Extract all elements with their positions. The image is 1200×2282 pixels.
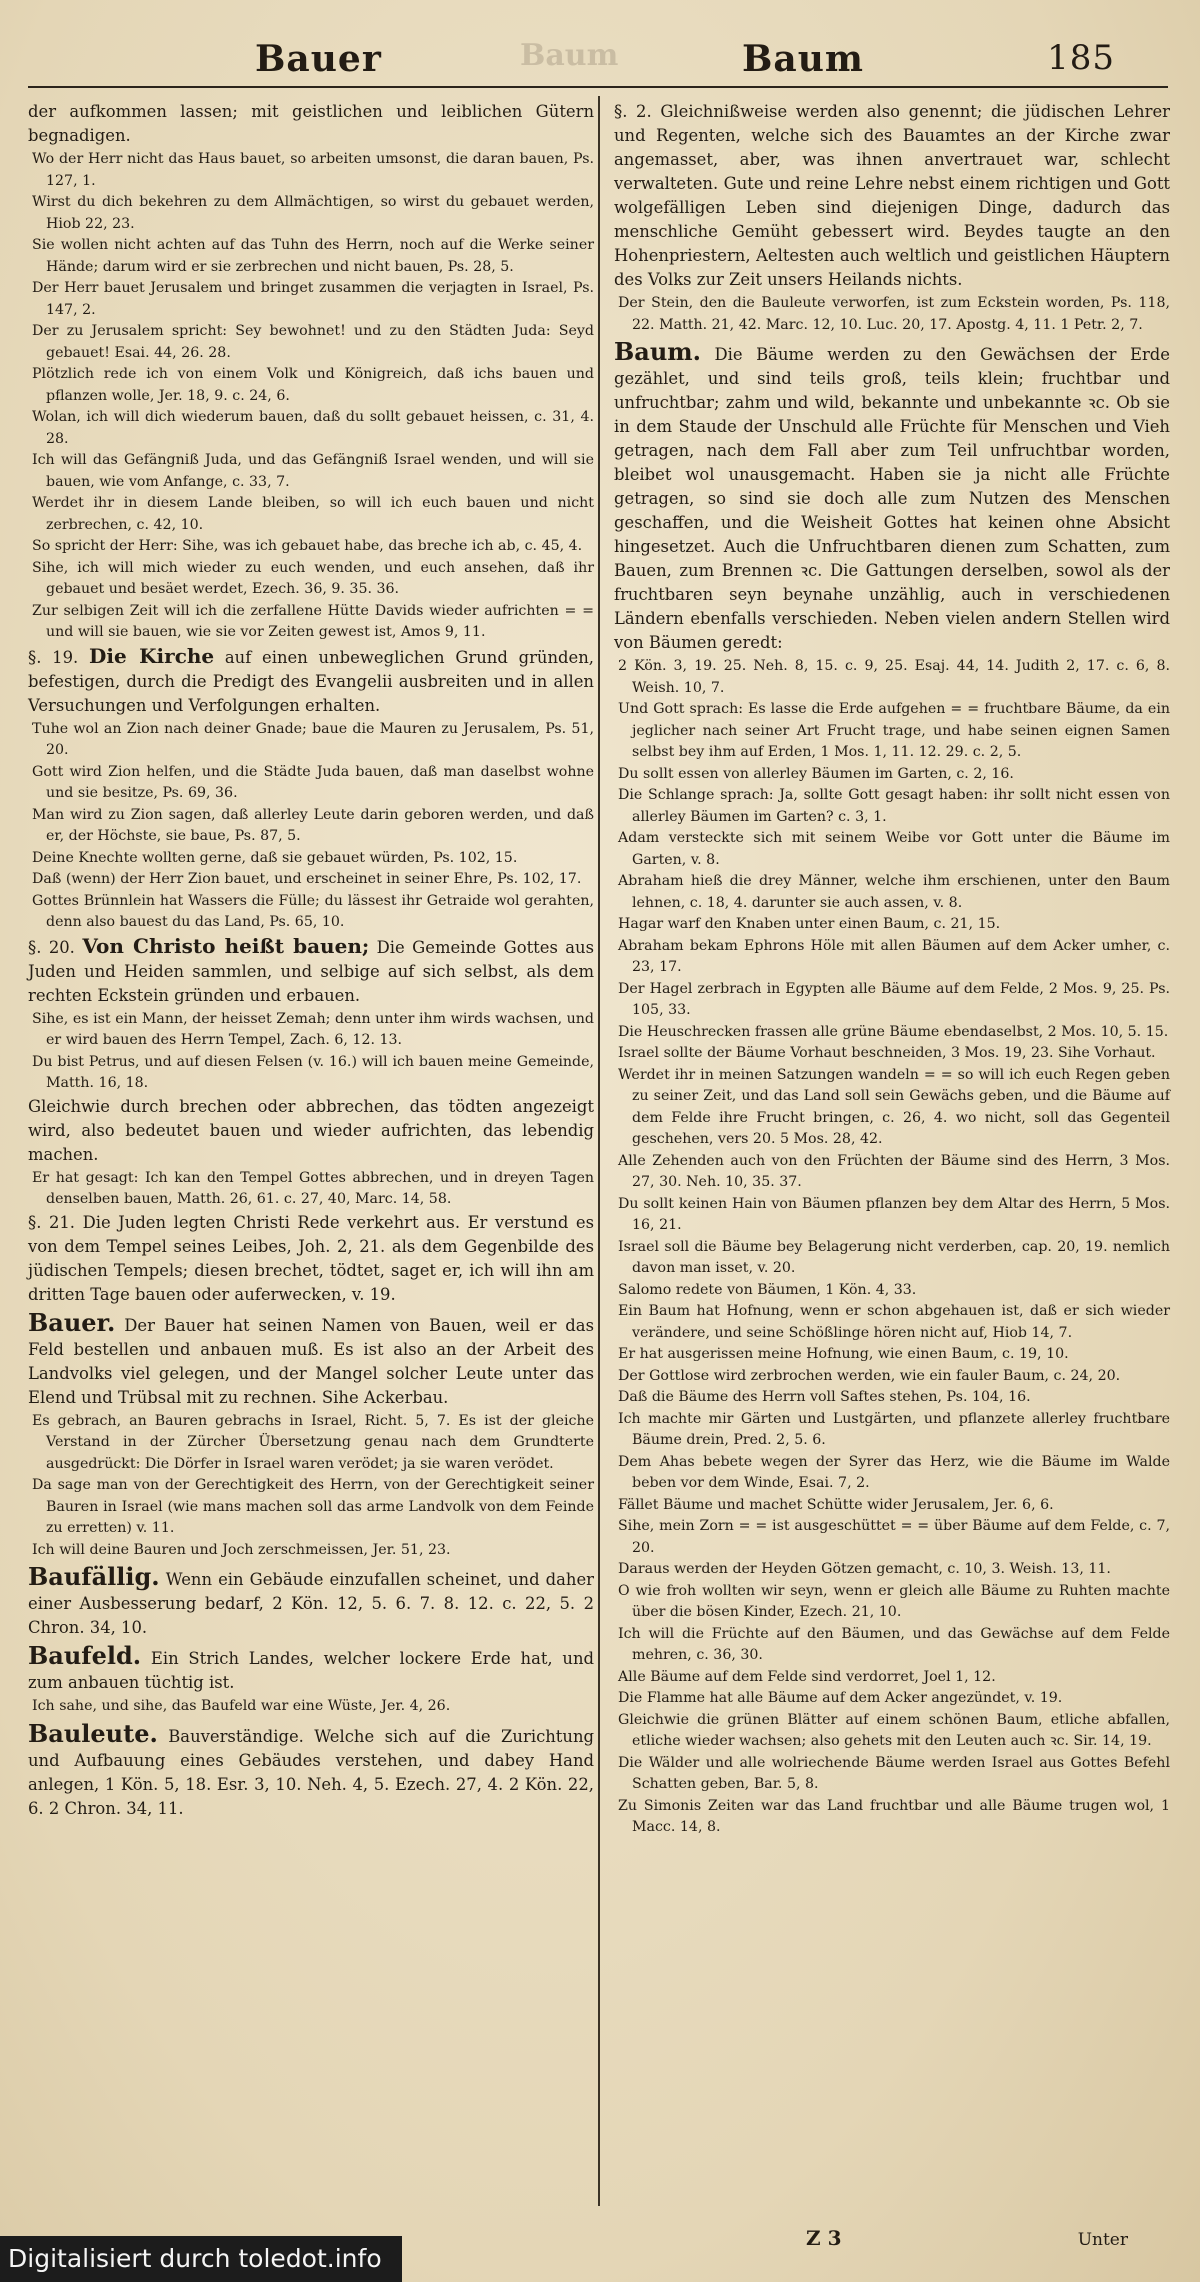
citation-text: Du sollt keinen Hain von Bäumen pflanzen bey dem Altar des Herrn, 5 Mos. 16, 21. bbox=[618, 1195, 1170, 1233]
citation-line bbox=[614, 1387, 1170, 1409]
citation-line bbox=[28, 192, 594, 235]
citation-line bbox=[614, 979, 1170, 1022]
citation-text: Sihe, ich will mich wieder zu euch wenden, und euch ansehen, daß ihr gebauet und besäet werdet, Ezech. 36, 9. 35. 36. bbox=[32, 559, 594, 597]
citation-text: Wolan, ich will dich wiederum bauen, daß du sollt gebauet heissen, c. 31, 4. 28. bbox=[32, 409, 594, 447]
citation-text: Deine Knechte wollten gerne, daß sie gebauet würden, Ps. 102, 15. bbox=[32, 849, 518, 866]
citation-text: O wie froh wollten wir seyn, wenn er gleich alle Bäume zu Ruhten machte über die bösen Kinder, Ezech. 21, 10. bbox=[618, 1582, 1170, 1620]
citation-text: Er hat gesagt: Ich kan den Tempel Gottes abbrechen, und in dreyen Tagen denselben bauen, Matth. 26, 61. c. 27, 40, Marc. 14, 58. bbox=[32, 1169, 594, 1207]
citation-line bbox=[28, 450, 594, 493]
citation-text: Ein Baum hat Hofnung, wenn er schon abgehauen ist, daß er sich wieder verändere, und seine Schößlinge hören nicht auf, Hiob 14, 7. bbox=[618, 1303, 1170, 1341]
citation-text: Werdet ihr in meinen Satzungen wandeln = = so will ich euch Regen geben zu seiner Zeit, und das Land soll sein Gewächs geben, und die Bäume auf dem Felde ihre Frucht bringen, c. 26, 4. wo nicht, soll das Gegenteil geschehen, vers 20. 5 Mos. 28, 42. bbox=[618, 1066, 1170, 1147]
citation-text: Israel soll die Bäume bey Belagerung nicht verderben, cap. 20, 19. nemlich davon man isset, v. 20. bbox=[618, 1238, 1170, 1276]
citation-line bbox=[28, 891, 594, 934]
section-paragraph bbox=[614, 100, 1170, 292]
left-column bbox=[28, 100, 594, 1822]
bleed-through-text: Baum bbox=[520, 38, 619, 73]
citation-line bbox=[614, 828, 1170, 871]
citation-line bbox=[28, 1168, 594, 1211]
entry-headword: Bauleute. bbox=[28, 1718, 158, 1748]
citation-text: Wo der Herr nicht das Haus bauet, so arbeiten umsonst, die daran bauen, Ps. 127, 1. bbox=[32, 151, 594, 189]
citation-text: Hagar warf den Knaben unter einen Baum, c. 21, 15. bbox=[618, 916, 1001, 932]
citation-line bbox=[614, 764, 1170, 786]
citation-line bbox=[614, 1409, 1170, 1452]
citation-line bbox=[28, 364, 594, 407]
citation-line bbox=[614, 1280, 1170, 1302]
entry-text: Ein Strich Landes, welcher lockere Erde hat, und zum anbauen tüchtig ist. bbox=[28, 1649, 594, 1692]
citation-text: 2 Kön. 3, 19. 25. Neh. 8, 15. c. 9, 25. Esaj. 44, 14. Judith 2, 17. c. 6, 8. Weish. 10, 7. bbox=[618, 658, 1170, 696]
citation-line bbox=[28, 493, 594, 536]
citation-text: Plötzlich rede ich von einem Volk und Königreich, daß ichs bauen und pflanzen wolle, Jer. 18, 9. c. 24, 6. bbox=[32, 366, 594, 404]
paragraph bbox=[28, 100, 594, 148]
citation-line bbox=[614, 1043, 1170, 1065]
page-number: 185 bbox=[1047, 38, 1115, 78]
citation-line bbox=[28, 869, 594, 891]
citation-line bbox=[614, 1151, 1170, 1194]
citation-text: Sihe, es ist ein Mann, der heisset Zemah; denn unter ihm wirds wachsen, und er wird bauen des Herrn Tempel, Zach. 6, 12. 13. bbox=[32, 1010, 594, 1048]
citation-text: Werdet ihr in diesem Lande bleiben, so will ich euch bauen und nicht zerbrechen, c. 42, 10. bbox=[32, 495, 594, 533]
citation-line bbox=[614, 871, 1170, 914]
citation-text: Ich will deine Bauren und Joch zerschmeissen, Jer. 51, 23. bbox=[32, 1541, 451, 1558]
citation-text: Daraus werden der Heyden Götzen gemacht, c. 10, 3. Weish. 13, 11. bbox=[618, 1561, 1111, 1577]
citation-line bbox=[28, 536, 594, 558]
citation-line bbox=[614, 1624, 1170, 1667]
citation-line bbox=[614, 914, 1170, 936]
entry-text: Die Bäume werden zu den Gewächsen der Erde gezählet, und sind teils groß, teils klein; fruchtbar und unfruchtbar; zahm und wild, bekannte und unbekannte ꝛc. Ob sie in dem Staude der Unschuld alle Früchte für Menschen und Vieh getragen, nach dem Fall aber zum Teil unfruchtbar worden, bleibet wol unausgemacht. Haben sie ja nicht alle Früchte getragen, so sind sie doch alle zum Nutzen des Menschen geschaffen, und die Weisheit Gottes hat keinen ohne Absicht hingesetzet. Auch die Unfruchtbaren dienen zum Schatten, zum Bauen, zum Brennen ꝛc. Die Gattungen derselben, sowol als der fruchtbaren seyn beynahe unzählig, auch in verschiedenen Ländern ebenfalls verschieden. Neben vielen andern Stellen wird von Bäumen geredt: bbox=[614, 345, 1170, 652]
entry-text: Der Bauer hat seinen Namen von Bauen, weil er das Feld bestellen und anbauen muß. Es ist also an der Arbeit des Landvolks viel gelegen, und der Mangel solcher Leute unter das Elend und Trübsal mit zu rechnen. Sihe Ackerbau. bbox=[28, 1315, 594, 1407]
entry-text: Wenn ein Gebäude einzufallen scheinet, und daher einer Ausbesserung bedarf, 2 Kön. 12, 5. 6. 7. 8. 12. c. 22, 5. 2 Chron. 34, 10. bbox=[28, 1570, 594, 1637]
citation-text: Du sollt essen von allerley Bäumen im Garten, c. 2, 16. bbox=[618, 765, 1014, 782]
citation-text: Dem Ahas bebete wegen der Syrer das Herz, wie die Bäume im Walde beben vor dem Winde, Esai. 7, 2. bbox=[618, 1453, 1170, 1491]
citation-line bbox=[28, 321, 594, 364]
citation-line bbox=[28, 719, 594, 762]
citation-text: Die Schlange sprach: Ja, sollte Gott gesagt haben: ihr sollt nicht essen von allerley Bäumen im Garten? c. 3, 1. bbox=[618, 787, 1170, 825]
citation-line bbox=[614, 1344, 1170, 1366]
citation-line bbox=[614, 1495, 1170, 1517]
section-number: §. 19. bbox=[28, 647, 79, 667]
citation-text: Alle Bäume auf dem Felde sind verdorret, Joel 1, 12. bbox=[618, 1668, 996, 1685]
section-text: Die Juden legten Christi Rede verkehrt aus. Er verstund es von dem Tempel seines Leibes, Joh. 2, 21. als dem Gegenbilde des jüdischen Tempels; diesen brechet, tödtet, saget er, ich will ihn am dritten Tage bauen oder auferwecken, v. 19. bbox=[28, 1212, 594, 1304]
citation-text: Der Hagel zerbrach in Egypten alle Bäume auf dem Felde, 2 Mos. 9, 25. Ps. 105, 33. bbox=[618, 980, 1170, 1018]
entry-headword: Baufeld. bbox=[28, 1641, 142, 1670]
signature-mark: Z 3 bbox=[806, 2226, 842, 2250]
citation-text: Ich will die Früchte auf den Bäumen, und das Gewächse auf dem Felde mehren, c. 36, 30. bbox=[618, 1625, 1170, 1663]
section-text: Gleichnißweise werden also genennt; die jüdischen Lehrer und Regenten, welche sich des Bauamtes an der Kirche zwar angemasset, aber, was ihnen anvertrauet war, schlecht verwalteten. Gute und reine Lehre nebst einem richtigen und Gott wolgefälligen Leben sind diejenigen Dinge, dadurch das menschliche Gemüht gebessert wird. Beydes taugte an den Hohenpriestern, Aeltesten auch weltlich und geistlichen Häuptern des Volks zur Zeit unsers Heilands nichts. bbox=[614, 102, 1170, 289]
citation-text: Zu Simonis Zeiten war das Land fruchtbar und alle Bäume trugen wol, 1 Macc. 14, 8. bbox=[618, 1797, 1170, 1835]
citation-text: Abraham bekam Ephrons Höle mit allen Bäumen auf dem Acker umher, c. 23, 17. bbox=[618, 937, 1170, 975]
citation-text: So spricht der Herr: Sihe, was ich gebauet habe, das breche ich ab, c. 45, 4. bbox=[32, 538, 583, 554]
citation-line bbox=[28, 235, 594, 278]
lexicon-entry bbox=[28, 1307, 594, 1410]
section-paragraph bbox=[28, 644, 594, 718]
citation-text: Der zu Jerusalem spricht: Sey bewohnet! und zu den Städten Juda: Seyd gebauet! Esai. 44, 26. 28. bbox=[32, 323, 594, 361]
citation-text: Ich will das Gefängniß Juda, und das Gefängniß Israel wenden, und will sie bauen, wie vom Anfange, c. 33, 7. bbox=[32, 452, 594, 490]
header-rule bbox=[28, 86, 1168, 88]
citation-text: Gott wird Zion helfen, und die Städte Juda bauen, daß man daselbst wohne und sie besitze, Ps. 69, 36. bbox=[32, 763, 594, 801]
paragraph-text: Gleichwie durch brechen oder abbrechen, das tödten angezeigt wird, also bedeutet bauen und wieder aufrichten, das lebendig machen. bbox=[28, 1096, 594, 1164]
citation-line bbox=[614, 1581, 1170, 1624]
section-keyword: Von Christo heißt bauen; bbox=[82, 933, 370, 958]
citation-text: Adam versteckte sich mit seinem Weibe vor Gott unter die Bäume im Garten, v. 8. bbox=[618, 830, 1170, 868]
citation-text: Daß die Bäume des Herrn voll Saftes stehen, Ps. 104, 16. bbox=[618, 1389, 1031, 1405]
citation-text: Abraham hieß die drey Männer, welche ihm erschienen, unter den Baum lehnen, c. 18, 4. darunter sie auch assen, v. 8. bbox=[618, 873, 1170, 911]
section-text: Die Gemeinde Gottes aus Juden und Heiden sammlen, und selbige auf sich selbst, als dem rechten Eckstein gründen und erbauen. bbox=[28, 937, 595, 1005]
citation-text: Alle Zehenden auch von den Früchten der Bäume sind des Herrn, 3 Mos. 27, 30. Neh. 10, 35. 37. bbox=[618, 1152, 1170, 1190]
citation-text: Die Flamme hat alle Bäume auf dem Acker angezündet, v. 19. bbox=[618, 1690, 1063, 1706]
citation-text: Der Herr bauet Jerusalem und bringet zusammen die verjagten in Israel, Ps. 147, 2. bbox=[32, 280, 594, 318]
citation-line bbox=[614, 1237, 1170, 1280]
lexicon-entry bbox=[614, 337, 1170, 655]
header-left-word: Bauer bbox=[255, 38, 382, 80]
citation-line bbox=[614, 1022, 1170, 1044]
citation-text: Die Heuschrecken frassen alle grüne Bäume ebendaselbst, 2 Mos. 10, 5. 15. bbox=[618, 1023, 1169, 1040]
citation-line bbox=[28, 601, 594, 644]
entry-headword: Bauer. bbox=[28, 1307, 116, 1337]
section-keyword: Die Kirche bbox=[89, 643, 215, 668]
citation-line bbox=[614, 1796, 1170, 1839]
citation-line bbox=[28, 1696, 594, 1718]
entry-text: Bauverständige. Welche sich auf die Zurichtung und Aufbauung eines Gebäudes verstehen, und dabey Hand anlegen, 1 Kön. 5, 18. Esr. 3, 10. Neh. 4, 5. Ezech. 27, 4. 2 Kön. 22, 6. 2 Chron. 34, 11. bbox=[28, 1726, 594, 1818]
citation-line bbox=[28, 1411, 594, 1476]
lexicon-entry bbox=[28, 1562, 594, 1640]
citation-text: Man wird zu Zion sagen, daß allerley Leute darin geboren werden, und daß er, der Höchste, sie baue, Ps. 87, 5. bbox=[32, 806, 594, 844]
citation-text: Fället Bäume und machet Schütte wider Jerusalem, Jer. 6, 6. bbox=[618, 1496, 1054, 1513]
citation-line bbox=[614, 936, 1170, 979]
citation-line bbox=[614, 1366, 1170, 1388]
citation-line bbox=[28, 1052, 594, 1095]
citation-line bbox=[28, 558, 594, 601]
citation-line bbox=[28, 762, 594, 805]
citation-line bbox=[28, 805, 594, 848]
citation-text: Sihe, mein Zorn = = ist ausgeschüttet = = über Bäume auf dem Felde, c. 7, 20. bbox=[618, 1518, 1170, 1556]
section-paragraph bbox=[28, 934, 594, 1008]
citation-line bbox=[614, 1516, 1170, 1559]
section-number: §. 21. bbox=[28, 1212, 76, 1232]
citation-line bbox=[614, 1194, 1170, 1237]
section-paragraph bbox=[28, 1211, 594, 1307]
column-divider bbox=[598, 96, 600, 2206]
citation-text: Die Wälder und alle wolriechende Bäume werden Israel aus Gottes Befehl Schatten geben, Bar. 5, 8. bbox=[618, 1754, 1170, 1792]
section-text: auf einen unbeweglichen Grund gründen, befestigen, durch die Predigt des Evangelii ausbreiten und in allen Versuchungen und Verfolgungen erhalten. bbox=[28, 647, 594, 715]
catchword: Unter bbox=[1077, 2230, 1128, 2250]
citation-text: Daß (wenn) der Herr Zion bauet, und erscheinet in seiner Ehre, Ps. 102, 17. bbox=[32, 871, 582, 887]
entry-headword: Baum. bbox=[614, 337, 702, 366]
citation-text: Salomo redete von Bäumen, 1 Kön. 4, 33. bbox=[618, 1281, 917, 1298]
citation-text: Es gebrach, an Bauren gebrachs in Israel, Richt. 5, 7. Es ist der gleiche Verstand in der Zürcher Übersetzung genau nach dem Grundterte ausgedrückt: Die Dörfer in Israel waren verödet; ja sie waren verödet. bbox=[32, 1412, 594, 1472]
citation-line bbox=[614, 1710, 1170, 1753]
citation-text: Da sage man von der Gerechtigkeit des Herrn, von der Gerechtigkeit seiner Bauren in Israel (wie mans machen soll das arme Landvolk von dem Feinde zu erretten) v. 11. bbox=[32, 1477, 594, 1536]
citation-text: Wirst du dich bekehren zu dem Allmächtigen, so wirst du gebauet werden, Hiob 22, 23. bbox=[32, 194, 594, 232]
paragraph bbox=[28, 1095, 594, 1167]
citation-text: Und Gott sprach: Es lasse die Erde aufgehen = = fruchtbare Bäume, da ein jeglicher nach seiner Art Frucht trage, und habe seinen eignen Samen selbst bey ihm auf Erden, 1 Mos. 1, 11. 12. 29. c. 2, 5. bbox=[618, 701, 1170, 760]
citation-line bbox=[614, 1301, 1170, 1344]
citation-text: Du bist Petrus, und auf diesen Felsen (v. 16.) will ich bauen meine Gemeinde, Matth. 16, 18. bbox=[32, 1053, 594, 1091]
citation-line bbox=[614, 785, 1170, 828]
citation-line bbox=[28, 1540, 594, 1562]
citation-line bbox=[614, 1452, 1170, 1495]
section-number: §. 2. bbox=[614, 102, 652, 121]
citation-text: Ich machte mir Gärten und Lustgärten, und pflanzete allerley fruchtbare Bäume drein, Pred. 2, 5. 6. bbox=[618, 1410, 1170, 1448]
citation-line bbox=[28, 407, 594, 450]
citation-line bbox=[614, 1753, 1170, 1796]
citation-text: Gottes Brünnlein hat Wassers die Fülle; du lässest ihr Getraide wol gerahten, denn also bauest du das Land, Ps. 65, 10. bbox=[32, 892, 594, 930]
section-number: §. 20. bbox=[28, 937, 75, 957]
citation-line bbox=[614, 699, 1170, 764]
entry-headword: Baufällig. bbox=[28, 1562, 160, 1591]
citation-text: Gleichwie die grünen Blätter auf einem schönen Baum, etliche abfallen, etliche wieder wachsen; also gehets mit den Leuten auch ꝛc. Sir. 14, 19. bbox=[618, 1711, 1170, 1749]
right-column bbox=[614, 100, 1170, 1839]
citation-line bbox=[28, 149, 594, 192]
citation-text: Israel sollte der Bäume Vorhaut beschneiden, 3 Mos. 19, 23. Sihe Vorhaut. bbox=[618, 1045, 1156, 1061]
citation-text: Er hat ausgerissen meine Hofnung, wie einen Baum, c. 19, 10. bbox=[618, 1346, 1069, 1362]
citation-line bbox=[614, 1667, 1170, 1689]
citation-text: Tuhe wol an Zion nach deiner Gnade; baue die Mauren zu Jerusalem, Ps. 51, 20. bbox=[32, 720, 594, 758]
citation-line bbox=[614, 293, 1170, 336]
lexicon-entry bbox=[28, 1718, 594, 1821]
citation-line bbox=[28, 1475, 594, 1540]
header-center-word: Baum bbox=[742, 38, 865, 80]
citation-text: Sie wollen nicht achten auf das Tuhn des Herrn, noch auf die Werke seiner Hände; darum wird er sie zerbrechen und nicht bauen, Ps. 28, 5. bbox=[32, 237, 594, 275]
citation-line bbox=[614, 656, 1170, 699]
citation-line bbox=[28, 1009, 594, 1052]
paragraph-text: der aufkommen lassen; mit geistlichen und leiblichen Gütern begnadigen. bbox=[28, 102, 594, 145]
citation-text: Der Gottlose wird zerbrochen werden, wie ein fauler Baum, c. 24, 20. bbox=[618, 1367, 1121, 1384]
citation-line bbox=[614, 1065, 1170, 1151]
citation-text: Zur selbigen Zeit will ich die zerfallene Hütte Davids wieder aufrichten = = und will sie bauen, wie sie vor Zeiten gewest ist, Amos 9, 11. bbox=[32, 602, 594, 640]
citation-line bbox=[614, 1559, 1170, 1581]
citation-text: Ich sahe, und sihe, das Baufeld war eine Wüste, Jer. 4, 26. bbox=[32, 1698, 451, 1714]
citation-line bbox=[614, 1688, 1170, 1710]
lexicon-entry bbox=[28, 1641, 594, 1695]
watermark-banner: Digitalisiert durch toledot.info bbox=[0, 2236, 402, 2282]
citation-text: Der Stein, den die Bauleute verworfen, ist zum Eckstein worden, Ps. 118, 22. Matth. 21, 42. Marc. 12, 10. Luc. 20, 17. Apostg. 4, 11. 1 Petr. 2, 7. bbox=[618, 295, 1170, 333]
citation-line bbox=[28, 278, 594, 321]
citation-line bbox=[28, 848, 594, 870]
